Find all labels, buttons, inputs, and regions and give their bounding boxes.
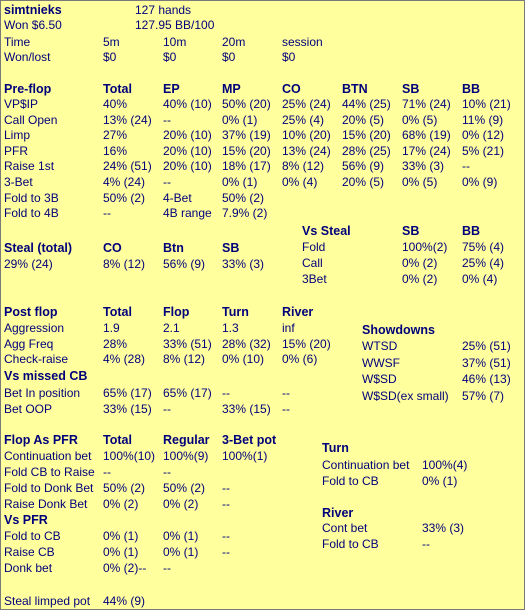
time-col-session: session [282, 35, 323, 49]
flop-pfr-row-cell: -- [163, 465, 171, 479]
vs-steal-col-sb: SB [402, 224, 420, 238]
preflop-row-cell: 16% [103, 143, 128, 158]
missed-cb-row-label: Bet In position [4, 386, 81, 400]
preflop-row-cell: 37% (19) [222, 128, 271, 143]
preflop-row-cell: 10% (20) [282, 128, 331, 143]
showdowns-title: Showdowns [362, 323, 435, 337]
flop-pfr-row-label: Fold to Donk Bet [4, 481, 94, 495]
postflop-row-cell: 1.3 [222, 321, 239, 335]
river-row-cell: -- [422, 537, 430, 551]
postflop-row-cell: 0% (6) [282, 352, 318, 367]
preflop-row-cell: 50% (2) [103, 190, 146, 205]
wonlost-20m: $0 [222, 50, 236, 64]
flop-pfr-col-regular: Regular [163, 433, 210, 447]
showdown-row-label: W$SD(ex small) [362, 388, 449, 403]
flop-pfr-row-cell: 0% (2) [103, 497, 139, 511]
preflop-row-cell: 68% (19) [402, 128, 451, 143]
postflop-row-cell: 15% (20) [282, 336, 331, 351]
preflop-row-cell: -- [462, 159, 470, 174]
flop-pfr-row-cell: 100%(1) [222, 449, 268, 463]
preflop-row-cell: -- [163, 112, 171, 127]
preflop-row-cell: 0% (1) [222, 112, 258, 127]
preflop-row-label: 3-Bet [4, 175, 33, 189]
flop-pfr-row-cell: 100%(10) [103, 449, 156, 463]
preflop-col-mp: MP [222, 82, 241, 96]
preflop-col-bb: BB [462, 82, 481, 96]
postflop-row-cell: 8% (12) [163, 352, 206, 367]
flop-pfr-row-cell: 100%(9) [163, 449, 209, 463]
postflop-row-cell: inf [282, 321, 295, 335]
wonlost-10m: $0 [163, 50, 177, 64]
preflop-col-total: Total [103, 82, 132, 96]
preflop-row-cell: 15% (20) [222, 143, 271, 158]
vs-steal-row-label: Call [302, 255, 323, 270]
preflop-row-cell: 56% (9) [342, 159, 385, 174]
showdown-row-label: W$SD [362, 372, 397, 386]
preflop-row-cell: 0% (9) [462, 175, 498, 189]
turn-title: Turn [322, 441, 349, 455]
preflop-col-ep: EP [163, 82, 180, 96]
turn-row-label: Continuation bet [322, 458, 410, 472]
postflop-row-cell: 0% (10) [222, 352, 265, 367]
preflop-row-cell: 40% (10) [163, 97, 212, 111]
flop-pfr-row-label: Fold CB to Raise [4, 465, 95, 479]
steal-val-co: 8% (12) [103, 257, 146, 271]
preflop-row-cell: 20% (10) [163, 143, 212, 158]
preflop-row-cell: 27% [103, 128, 128, 143]
preflop-row-label: Fold to 4B [4, 206, 59, 221]
vs-pfr-row-cell: -- [222, 545, 230, 559]
preflop-row-cell: 20% (10) [163, 159, 212, 174]
turn-row-label: Fold to CB [322, 474, 379, 488]
preflop-row-cell: 0% (5) [402, 112, 438, 127]
steal-total-title: Steal (total) [4, 241, 73, 255]
won-amount: Won $6.50 [4, 18, 62, 32]
river-row-label: Cont bet [322, 521, 368, 535]
missed-cb-row-label: Bet OOP [4, 401, 53, 416]
wonlost-label: Won/lost [4, 50, 51, 64]
vs-pfr-row-cell: 0% (1) [163, 529, 199, 543]
flop-pfr-row-cell: 0% (2) [163, 497, 199, 511]
flop-pfr-col-3bet: 3-Bet pot [222, 433, 277, 447]
vs-steal-col-bb: BB [462, 224, 481, 238]
river-row-cell: 33% (3) [422, 521, 465, 535]
preflop-row-cell: 50% (2) [222, 190, 265, 205]
preflop-row-cell: 5% (21) [462, 143, 505, 158]
preflop-row-cell: 13% (24) [282, 143, 331, 158]
preflop-row-cell: 44% (25) [342, 97, 391, 111]
postflop-col-flop: Flop [163, 305, 190, 319]
preflop-row-cell: 10% (21) [462, 97, 511, 111]
vs-pfr-row-label: Raise CB [4, 545, 55, 559]
postflop-row-cell: 33% (51) [163, 336, 212, 351]
flop-pfr-row-cell: -- [103, 465, 111, 479]
preflop-row-cell: 40% [103, 97, 128, 111]
postflop-col-turn: Turn [222, 305, 249, 319]
wonlost-5m: $0 [103, 50, 117, 64]
missed-cb-row-cell: -- [282, 386, 290, 400]
postflop-col-river: River [282, 305, 314, 319]
preflop-col-btn: BTN [342, 82, 368, 96]
river-title: River [322, 506, 354, 520]
steal-col-co: CO [103, 241, 122, 255]
preflop-row-label: Call Open [4, 112, 58, 127]
preflop-row-cell: 50% (20) [222, 97, 271, 111]
missed-cb-row-cell: 65% (17) [163, 386, 212, 400]
preflop-row-cell: 28% (25) [342, 143, 391, 158]
showdown-row-cell: 57% (7) [462, 388, 505, 403]
player-name: simtnieks [4, 3, 62, 17]
preflop-row-cell: 15% (20) [342, 128, 391, 143]
vs-pfr-title: Vs PFR [4, 513, 48, 527]
bb-per-100: 127.95 BB/100 [135, 18, 215, 32]
vs-steal-row-cell: 0% (2) [402, 255, 438, 270]
vs-steal-row-cell: 0% (4) [462, 271, 498, 286]
steal-col-btn: Btn [163, 241, 184, 255]
preflop-row-cell: 4B range [163, 206, 212, 221]
showdown-row-label: WTSD [362, 339, 398, 353]
preflop-row-label: PFR [4, 143, 28, 158]
river-row-label: Fold to CB [322, 537, 379, 551]
showdown-row-cell: 46% (13) [462, 372, 511, 386]
time-col-5m: 5m [103, 35, 120, 49]
preflop-row-label: VP$IP [4, 97, 39, 111]
missed-cb-row-cell: -- [222, 386, 230, 400]
time-label: Time [4, 35, 31, 49]
turn-row-cell: 0% (1) [422, 474, 458, 488]
vs-pfr-row-label: Fold to CB [4, 529, 61, 543]
vs-steal-row-cell: 75% (4) [462, 240, 505, 254]
vs-pfr-row-cell: 0% (1) [163, 545, 199, 559]
preflop-row-cell: 17% (24) [402, 143, 451, 158]
preflop-row-cell: 20% (5) [342, 112, 385, 127]
flop-pfr-row-cell: -- [222, 497, 230, 511]
flop-pfr-row-label: Raise Donk Bet [4, 497, 88, 511]
preflop-row-cell: 20% (10) [163, 128, 212, 143]
vs-steal-row-cell: 25% (4) [462, 255, 505, 270]
preflop-row-cell: 11% (9) [462, 112, 504, 127]
preflop-row-cell: -- [103, 206, 111, 221]
preflop-row-cell: 24% (51) [103, 159, 152, 174]
vs-pfr-row-cell: 0% (1) [103, 529, 139, 543]
hands-count: 127 hands [135, 3, 192, 17]
vs-pfr-row-cell: -- [222, 529, 230, 543]
preflop-row-cell: 4-Bet [163, 190, 192, 205]
showdown-row-label: WWSF [362, 355, 400, 370]
vs-pfr-row-cell: 0% (1) [103, 545, 139, 559]
postflop-row-cell: 28% (32) [222, 336, 271, 351]
postflop-row-cell: 1.9 [103, 321, 120, 335]
vs-pfr-row-cell: -- [163, 561, 171, 575]
vs-steal-row-label: 3Bet [302, 271, 327, 286]
preflop-row-cell: 71% (24) [402, 97, 451, 111]
missed-cb-row-cell: 65% (17) [103, 386, 152, 400]
preflop-row-cell: 18% (17) [222, 159, 271, 174]
vs-steal-row-cell: 0% (2) [402, 271, 438, 286]
steal-total-value: 29% (24) [4, 257, 53, 271]
steal-val-sb: 33% (3) [222, 257, 265, 271]
steal-limped-value: 44% (9) [103, 594, 146, 608]
vs-pfr-row-cell: 0% (2)-- [103, 561, 147, 575]
turn-row-cell: 100%(4) [422, 458, 468, 472]
preflop-row-cell: -- [163, 175, 171, 189]
preflop-row-label: Raise 1st [4, 159, 55, 174]
preflop-row-cell: 0% (5) [402, 175, 438, 189]
preflop-col-co: CO [282, 82, 301, 96]
preflop-row-label: Limp [4, 128, 31, 143]
preflop-row-label: Fold to 3B [4, 190, 59, 205]
preflop-row-cell: 0% (1) [222, 175, 258, 189]
postflop-row-label: Check-raise [4, 352, 69, 367]
flop-pfr-title: Flop As PFR [4, 433, 78, 447]
missed-cb-row-cell: -- [282, 401, 290, 416]
preflop-row-cell: 13% (24) [103, 112, 152, 127]
flop-pfr-row-label: Continuation bet [4, 449, 92, 463]
preflop-row-cell: 8% (12) [282, 159, 325, 174]
showdown-row-cell: 25% (51) [462, 339, 511, 353]
steal-limped-label: Steal limped pot [4, 594, 91, 608]
postflop-row-label: Agg Freq [4, 336, 54, 351]
preflop-row-cell: 25% (24) [282, 97, 331, 111]
wonlost-session: $0 [282, 50, 296, 64]
preflop-row-cell: 20% (5) [342, 175, 385, 189]
preflop-row-cell: 25% (4) [282, 112, 325, 127]
time-col-20m: 20m [222, 35, 246, 49]
vs-pfr-row-label: Donk bet [4, 561, 53, 575]
flop-pfr-row-cell: -- [222, 481, 230, 495]
postflop-col-total: Total [103, 305, 132, 319]
steal-val-btn: 56% (9) [163, 257, 206, 271]
missed-cb-row-cell: 33% (15) [103, 401, 152, 416]
vs-steal-title: Vs Steal [302, 224, 351, 238]
preflop-title: Pre-flop [4, 82, 52, 96]
postflop-row-cell: 2.1 [163, 321, 180, 335]
preflop-row-cell: 33% (3) [402, 159, 445, 174]
postflop-row-cell: 28% [103, 336, 128, 351]
preflop-row-cell: 7.9% (2) [222, 206, 268, 221]
steal-col-sb: SB [222, 241, 240, 255]
vs-steal-row-label: Fold [302, 240, 326, 254]
postflop-title: Post flop [4, 305, 58, 319]
flop-pfr-col-total: Total [103, 433, 132, 447]
missed-cb-row-cell: 33% (15) [222, 401, 271, 416]
preflop-row-cell: 0% (4) [282, 175, 318, 189]
time-col-10m: 10m [163, 35, 187, 49]
preflop-row-cell: 0% (12) [462, 128, 505, 143]
vs-steal-row-cell: 100%(2) [402, 240, 448, 254]
missed-cb-row-cell: -- [163, 401, 171, 416]
flop-pfr-row-cell: 50% (2) [103, 481, 146, 495]
postflop-row-label: Aggression [4, 321, 65, 335]
postflop-row-cell: 4% (28) [103, 352, 146, 367]
preflop-col-sb: SB [402, 82, 420, 96]
preflop-row-cell: 4% (24) [103, 175, 146, 189]
flop-pfr-row-cell: 50% (2) [163, 481, 206, 495]
showdown-row-cell: 37% (51) [462, 355, 511, 370]
vs-missed-cb-title: Vs missed CB [4, 369, 88, 383]
